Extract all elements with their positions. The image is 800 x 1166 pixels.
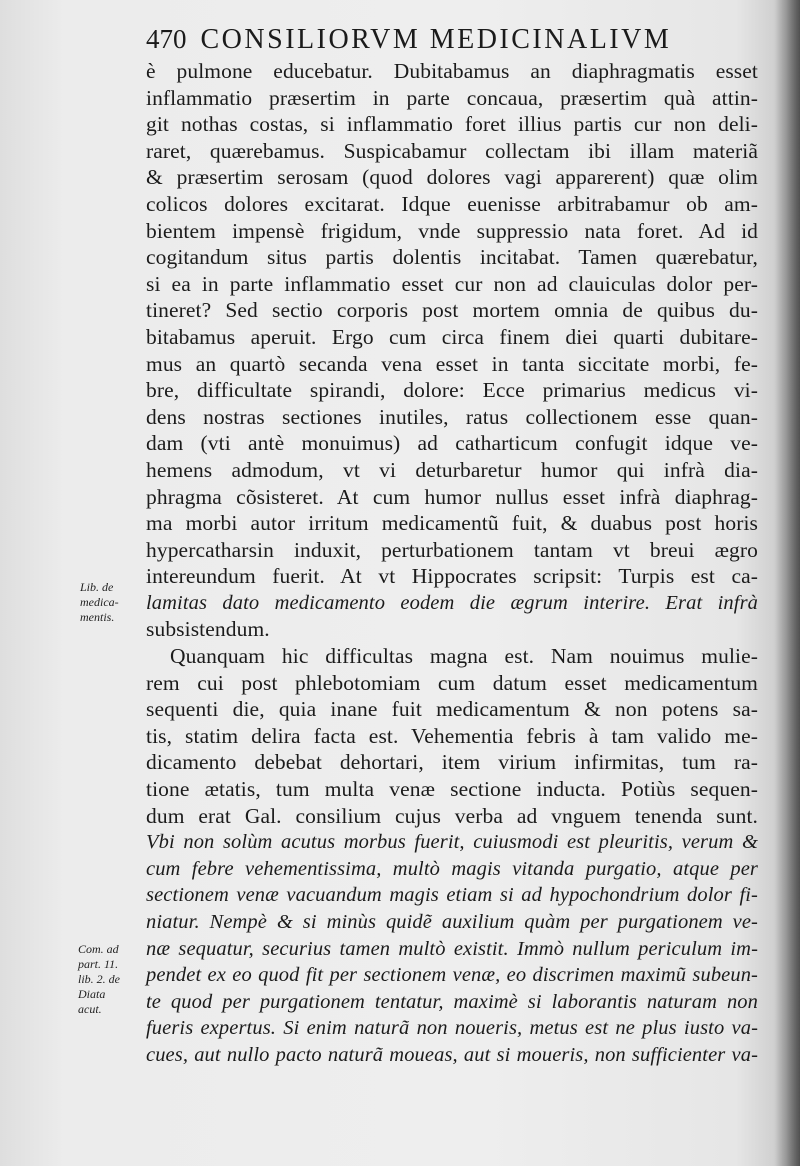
text-line: hypercatharsin induxit, perturbationem tantam vt breui ægro bbox=[146, 537, 758, 562]
text-line: bientem impensè frigidum, vnde suppressio nata foret. Ad id bbox=[146, 218, 758, 243]
margin-note-line: part. 11. bbox=[78, 957, 119, 971]
text-line: mus an quartò secanda vena esset in tanta siccitate morbi, fe- bbox=[146, 351, 758, 376]
text-line: subsistendum. bbox=[146, 617, 270, 642]
text-line: rem cui post phlebotomiam cum datum esset medicamentum bbox=[146, 670, 758, 695]
text-line: cogitandum situs partis dolentis incitabat. Tamen quærebatur, bbox=[146, 245, 758, 270]
body-text bbox=[146, 58, 758, 1069]
text-line: sectionem venæ vacuandum magis etiam si ad hypochondrium dolor fi- bbox=[146, 884, 758, 907]
text-line: è pulmone educebatur. Dubitabamus an diaphragmatis esset bbox=[146, 59, 758, 83]
text-line: bre, difficultate spirandi, dolore: Ecce primarius medicus vi- bbox=[146, 378, 758, 403]
page-edge-shadow bbox=[774, 0, 800, 1166]
text-line: dam (vti antè monuimus) ad catharticum confugit idque ve- bbox=[146, 431, 758, 456]
text-line: raret, quærebamus. Suspicabamur collectam ibi illam materiã bbox=[146, 138, 758, 163]
margin-note-line: Lib. de bbox=[80, 580, 114, 594]
text-line: lamitas dato medicamento eodem die ægrum interire. Erat infrà bbox=[146, 591, 758, 614]
text-line: bitabamus aperuit. Ergo cum circa finem diei quarti dubitare- bbox=[146, 324, 758, 349]
text-line: tineret? Sed sectio corporis post mortem omnia de quibus du- bbox=[146, 298, 758, 323]
text-line: hemens admodum, vt vi deturbaretur humor qui infrà dia- bbox=[146, 457, 758, 482]
text-line: sequenti die, quia inane fuit medicamentum & non potens sa- bbox=[146, 697, 758, 722]
text-line: tis, statim delira facta est. Vehementia febris à tam valido me- bbox=[146, 723, 758, 748]
text-line: inflammatio præsertim in parte concaua, præsertim quà attin- bbox=[146, 85, 758, 110]
text-line: Vbi non solùm acutus morbus fuerit, cuiusmodi est pleuritis, verum & bbox=[146, 831, 758, 854]
text-line: næ sequatur, securius tamen multò existit. Immò nullum periculum im- bbox=[146, 937, 758, 960]
margin-note-line: mentis. bbox=[80, 610, 115, 624]
text-line: dicamento debebat dehortari, item virium infirmitas, tum ra- bbox=[146, 750, 758, 775]
margin-note-line: medica- bbox=[80, 595, 119, 609]
text-line: pendet ex eo quod fit per sectionem venæ, eo discrimen maximũ subeun- bbox=[146, 964, 758, 987]
text-line: & præsertim serosam (quod dolores vagi apparerent) quæ olim bbox=[146, 165, 758, 190]
text-line: cum febre vehementissima, multò magis vitanda purgatio, atque per bbox=[146, 857, 758, 880]
text-line: fueris expertus. Si enim naturã non noueris, metus est ne plus iusto va- bbox=[146, 1017, 758, 1040]
text-line: dens nostras sectiones inutiles, ratus collectionem esse quan- bbox=[146, 404, 758, 429]
margin-note-lib-de-medicamentis bbox=[80, 580, 119, 625]
text-line: intereundum fuerit. At vt Hippocrates scripsit: Turpis est ca- bbox=[146, 564, 758, 589]
text-line: dum erat Gal. consilium cujus verba ad vnguem tenenda sunt. bbox=[146, 803, 758, 828]
text-line: ma morbi autor irritum medicamentũ fuit, & duabus post horis bbox=[146, 511, 758, 536]
text-line: cues, aut nullo pacto naturã moueas, aut si moueris, non sufficienter va- bbox=[146, 1043, 758, 1066]
text-line: phragma cõsisteret. At cum humor nullus esset infrà diaphrag- bbox=[146, 484, 758, 509]
running-head: CONSILIORVM MEDICINALIVM bbox=[200, 24, 672, 55]
text-line: tione ætatis, tum multa venæ sectione inducta. Potiùs sequen- bbox=[146, 777, 758, 802]
text-line: colicos dolores excitarat. Idque euenisse arbitrabamur ob am- bbox=[146, 191, 758, 216]
page-number: 470 bbox=[146, 24, 187, 54]
margin-note-line: lib. 2. de bbox=[78, 972, 120, 986]
text-line: git nothas costas, si inflammatio foret illius partis cur non deli- bbox=[146, 112, 758, 137]
text-line: Quanquam hic difficultas magna est. Nam nouimus mulie- bbox=[170, 644, 758, 669]
margin-note-line: acut. bbox=[78, 1002, 102, 1016]
text-line: si ea in parte inflammatio esset cur non ad clauiculas dolor per- bbox=[146, 271, 758, 296]
margin-note-line: Diata bbox=[78, 987, 106, 1001]
text-line: te quod per purgationem tentatur, maximè si laborantis naturam non bbox=[146, 990, 758, 1013]
text-line: niatur. Nempè & si minùs quidẽ auxilium quàm per purgationem ve- bbox=[146, 911, 758, 933]
margin-note-line: Com. ad bbox=[78, 942, 119, 956]
margin-note-com-ad-part bbox=[78, 942, 120, 1017]
